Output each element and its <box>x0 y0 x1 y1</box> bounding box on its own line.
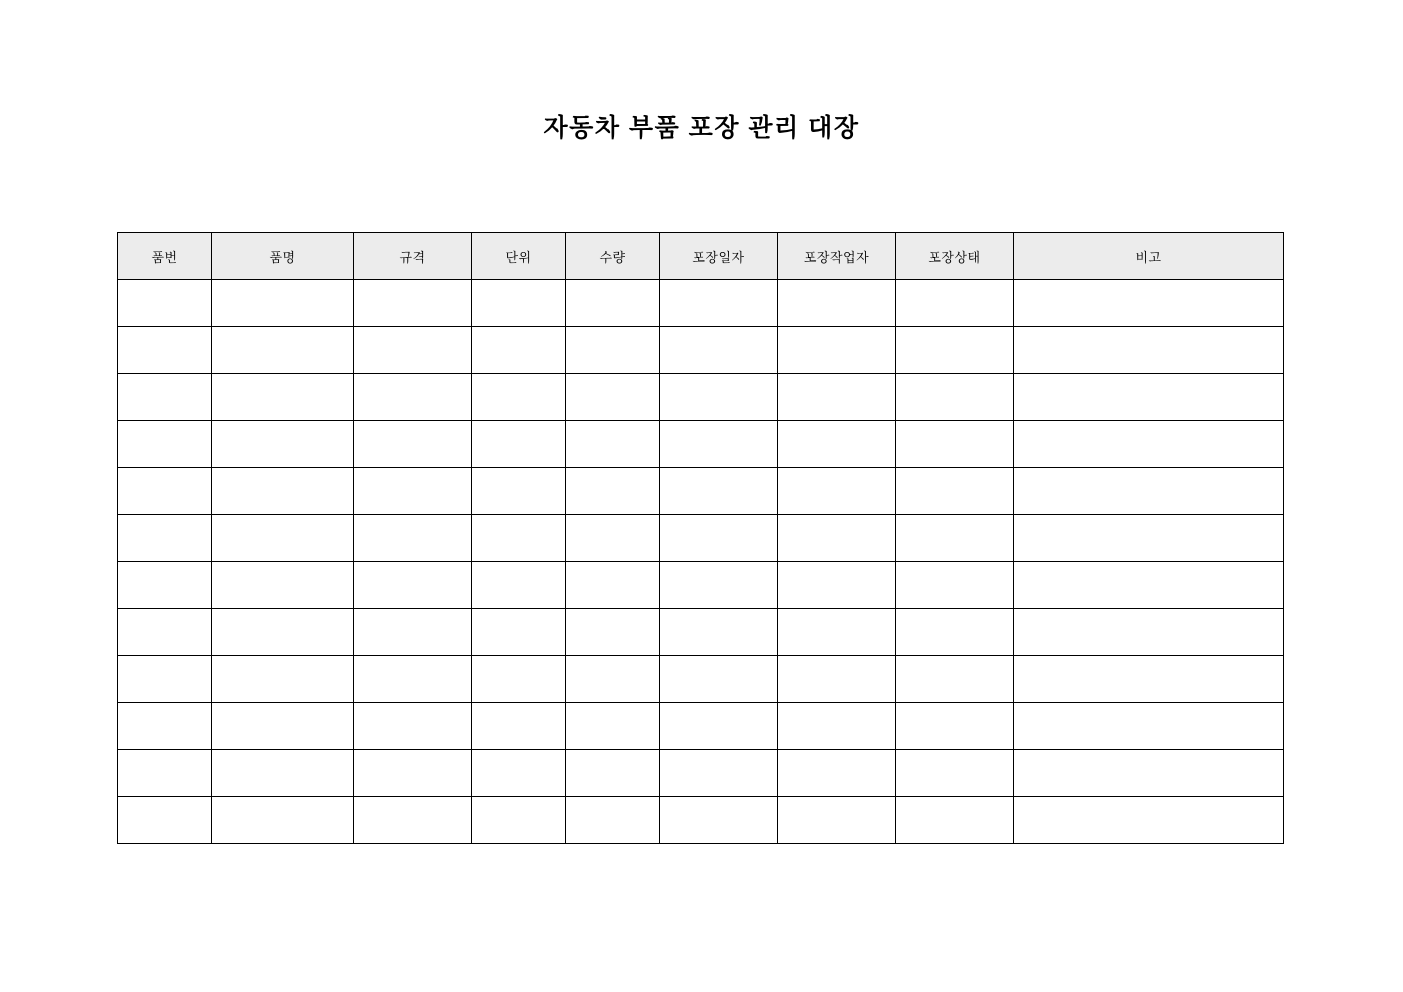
column-header-packing-status: 포장상태 <box>896 233 1014 280</box>
cell-packing-worker[interactable] <box>778 750 896 797</box>
column-header-quantity: 수량 <box>566 233 660 280</box>
cell-unit[interactable] <box>472 327 566 374</box>
cell-part-name[interactable] <box>212 656 354 703</box>
cell-packing-worker[interactable] <box>778 515 896 562</box>
cell-packing-status[interactable] <box>896 609 1014 656</box>
page-title: 자동차 부품 포장 관리 대장 <box>543 114 860 142</box>
cell-part-name[interactable] <box>212 797 354 844</box>
table-header-row <box>118 233 1284 280</box>
cell-part-number[interactable] <box>118 797 212 844</box>
cell-part-number[interactable] <box>118 280 212 327</box>
cell-quantity[interactable] <box>566 280 660 327</box>
cell-spec[interactable] <box>354 609 472 656</box>
cell-part-number[interactable] <box>118 374 212 421</box>
cell-remark[interactable] <box>1014 609 1284 656</box>
cell-packing-date[interactable] <box>660 703 778 750</box>
cell-remark[interactable] <box>1014 280 1284 327</box>
cell-packing-status[interactable] <box>896 374 1014 421</box>
cell-remark[interactable] <box>1014 797 1284 844</box>
cell-quantity[interactable] <box>566 515 660 562</box>
cell-unit[interactable] <box>472 468 566 515</box>
cell-spec[interactable] <box>354 374 472 421</box>
table-row <box>118 797 1284 844</box>
cell-packing-status[interactable] <box>896 562 1014 609</box>
cell-part-number[interactable] <box>118 515 212 562</box>
cell-packing-status[interactable] <box>896 750 1014 797</box>
cell-packing-worker[interactable] <box>778 703 896 750</box>
cell-unit[interactable] <box>472 797 566 844</box>
cell-packing-status[interactable] <box>896 515 1014 562</box>
cell-unit[interactable] <box>472 750 566 797</box>
cell-remark[interactable] <box>1014 327 1284 374</box>
cell-remark[interactable] <box>1014 515 1284 562</box>
cell-packing-date[interactable] <box>660 750 778 797</box>
cell-quantity[interactable] <box>566 609 660 656</box>
cell-spec[interactable] <box>354 327 472 374</box>
cell-remark[interactable] <box>1014 703 1284 750</box>
cell-part-name[interactable] <box>212 750 354 797</box>
cell-unit[interactable] <box>472 515 566 562</box>
cell-packing-worker[interactable] <box>778 797 896 844</box>
cell-part-name[interactable] <box>212 703 354 750</box>
cell-quantity[interactable] <box>566 421 660 468</box>
cell-part-number[interactable] <box>118 562 212 609</box>
cell-spec[interactable] <box>354 562 472 609</box>
cell-quantity[interactable] <box>566 468 660 515</box>
cell-packing-date[interactable] <box>660 280 778 327</box>
cell-packing-worker[interactable] <box>778 609 896 656</box>
cell-packing-status[interactable] <box>896 280 1014 327</box>
column-header-packing-date: 포장일자 <box>660 233 778 280</box>
cell-unit[interactable] <box>472 703 566 750</box>
cell-part-name[interactable] <box>212 515 354 562</box>
cell-packing-worker[interactable] <box>778 468 896 515</box>
table-row <box>118 327 1284 374</box>
cell-quantity[interactable] <box>566 750 660 797</box>
cell-remark[interactable] <box>1014 468 1284 515</box>
cell-part-number[interactable] <box>118 327 212 374</box>
cell-remark[interactable] <box>1014 562 1284 609</box>
ledger-table <box>117 232 1284 844</box>
cell-part-name[interactable] <box>212 327 354 374</box>
table-row <box>118 515 1284 562</box>
table-row <box>118 280 1284 327</box>
cell-packing-status[interactable] <box>896 703 1014 750</box>
cell-quantity[interactable] <box>566 562 660 609</box>
cell-part-number[interactable] <box>118 609 212 656</box>
column-header-packing-worker: 포장작업자 <box>778 233 896 280</box>
table-row <box>118 750 1284 797</box>
column-header-unit: 단위 <box>472 233 566 280</box>
cell-packing-date[interactable] <box>660 797 778 844</box>
cell-remark[interactable] <box>1014 656 1284 703</box>
table-row <box>118 562 1284 609</box>
cell-spec[interactable] <box>354 515 472 562</box>
cell-spec[interactable] <box>354 656 472 703</box>
cell-packing-date[interactable] <box>660 327 778 374</box>
cell-part-number[interactable] <box>118 703 212 750</box>
cell-part-name[interactable] <box>212 421 354 468</box>
cell-packing-worker[interactable] <box>778 327 896 374</box>
cell-packing-worker[interactable] <box>778 280 896 327</box>
cell-part-name[interactable] <box>212 562 354 609</box>
cell-packing-date[interactable] <box>660 421 778 468</box>
cell-packing-status[interactable] <box>896 656 1014 703</box>
cell-part-name[interactable] <box>212 468 354 515</box>
cell-packing-date[interactable] <box>660 562 778 609</box>
cell-packing-status[interactable] <box>896 468 1014 515</box>
cell-part-name[interactable] <box>212 280 354 327</box>
cell-spec[interactable] <box>354 468 472 515</box>
cell-spec[interactable] <box>354 421 472 468</box>
table-row <box>118 374 1284 421</box>
cell-unit[interactable] <box>472 562 566 609</box>
cell-part-number[interactable] <box>118 750 212 797</box>
cell-packing-status[interactable] <box>896 797 1014 844</box>
cell-quantity[interactable] <box>566 656 660 703</box>
cell-unit[interactable] <box>472 609 566 656</box>
cell-packing-date[interactable] <box>660 656 778 703</box>
table-row <box>118 703 1284 750</box>
table-row <box>118 609 1284 656</box>
cell-part-name[interactable] <box>212 609 354 656</box>
cell-packing-worker[interactable] <box>778 421 896 468</box>
column-header-remark: 비고 <box>1014 233 1284 280</box>
cell-remark[interactable] <box>1014 421 1284 468</box>
cell-packing-worker[interactable] <box>778 562 896 609</box>
cell-unit[interactable] <box>472 656 566 703</box>
cell-part-number[interactable] <box>118 656 212 703</box>
cell-packing-date[interactable] <box>660 468 778 515</box>
ledger-table-container <box>117 232 1283 844</box>
cell-packing-date[interactable] <box>660 515 778 562</box>
cell-packing-worker[interactable] <box>778 374 896 421</box>
table-row <box>118 468 1284 515</box>
cell-quantity[interactable] <box>566 703 660 750</box>
cell-quantity[interactable] <box>566 327 660 374</box>
cell-quantity[interactable] <box>566 797 660 844</box>
cell-packing-date[interactable] <box>660 609 778 656</box>
cell-packing-status[interactable] <box>896 327 1014 374</box>
cell-packing-date[interactable] <box>660 374 778 421</box>
cell-part-number[interactable] <box>118 468 212 515</box>
cell-spec[interactable] <box>354 703 472 750</box>
table-row <box>118 421 1284 468</box>
cell-unit[interactable] <box>472 374 566 421</box>
cell-packing-status[interactable] <box>896 421 1014 468</box>
cell-unit[interactable] <box>472 280 566 327</box>
column-header-spec: 규격 <box>354 233 472 280</box>
cell-remark[interactable] <box>1014 374 1284 421</box>
column-header-part-name: 품명 <box>212 233 354 280</box>
cell-part-name[interactable] <box>212 374 354 421</box>
cell-remark[interactable] <box>1014 750 1284 797</box>
table-row <box>118 656 1284 703</box>
table-body <box>118 280 1284 844</box>
cell-unit[interactable] <box>472 421 566 468</box>
cell-packing-worker[interactable] <box>778 656 896 703</box>
cell-part-number[interactable] <box>118 421 212 468</box>
cell-spec[interactable] <box>354 797 472 844</box>
cell-spec[interactable] <box>354 750 472 797</box>
cell-spec[interactable] <box>354 280 472 327</box>
column-header-part-number: 품번 <box>118 233 212 280</box>
cell-quantity[interactable] <box>566 374 660 421</box>
